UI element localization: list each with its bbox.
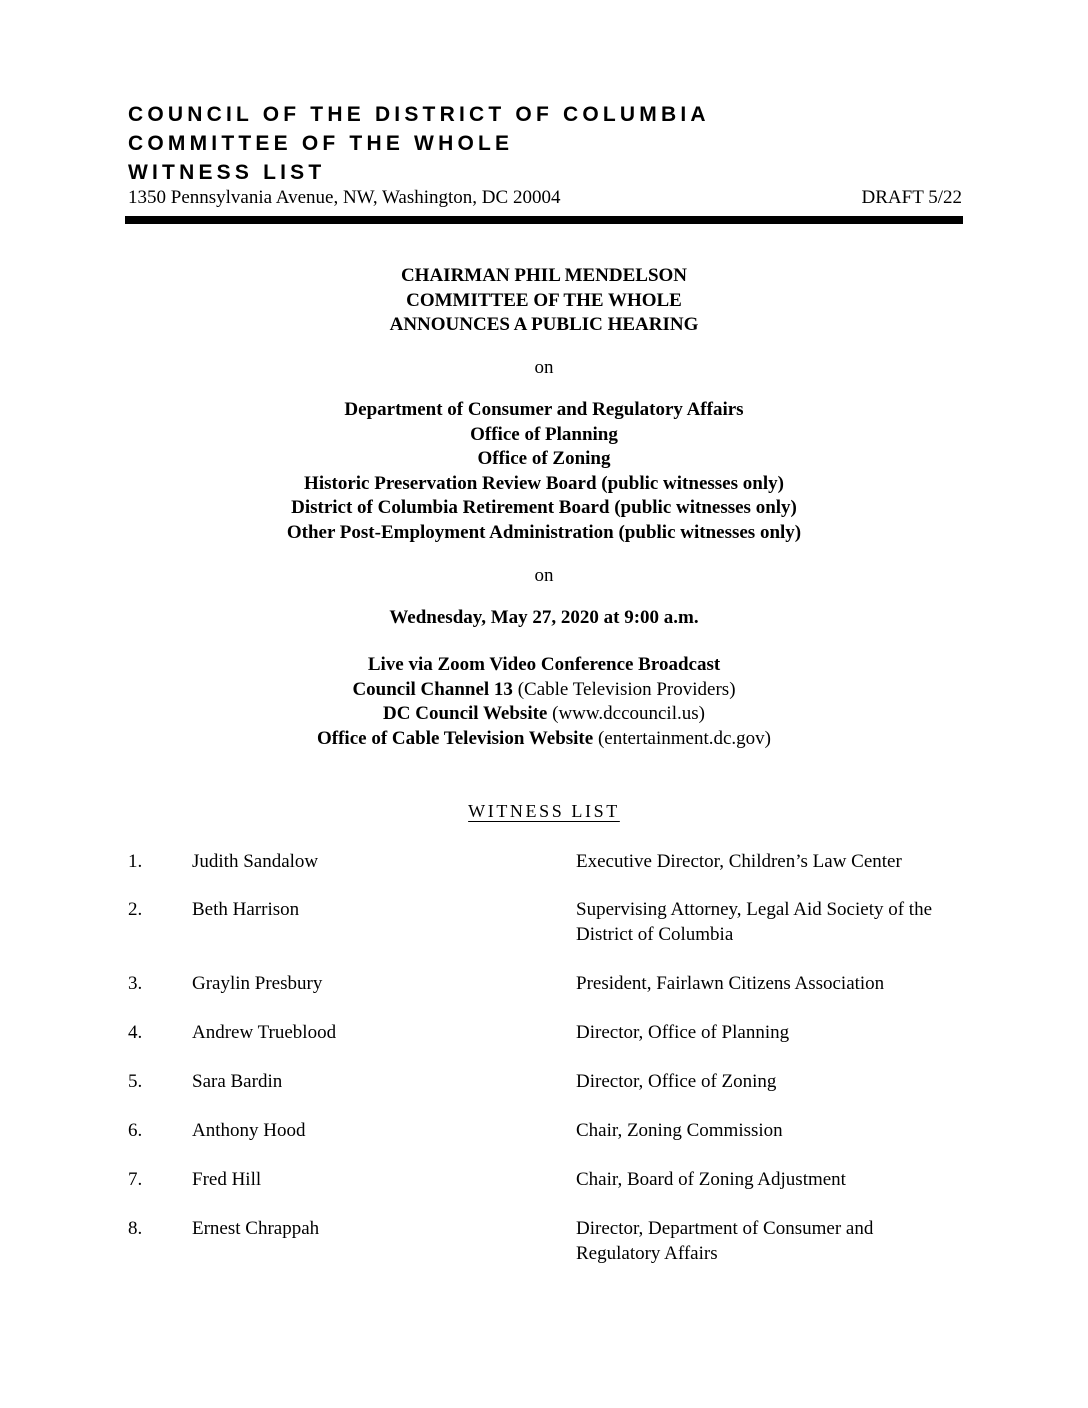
witness-list-title-text: WITNESS LIST	[468, 801, 620, 821]
witness-number: 2.	[128, 899, 143, 920]
witness-name: Sara Bardin	[192, 1071, 283, 1092]
website-label: DC Council Website	[383, 703, 548, 724]
hearing-date: Wednesday, May 27, 2020 at 9:00 a.m.	[389, 607, 699, 628]
broadcast-website-line	[0, 702, 1088, 727]
header-divider	[125, 216, 963, 224]
chairman-line: CHAIRMAN PHIL MENDELSON	[400, 265, 688, 286]
on-text-1: on	[534, 357, 554, 378]
broadcast-channel-line	[0, 678, 1088, 703]
agency-line: Office of Planning	[470, 423, 618, 445]
witness-title: Chair, Zoning Commission	[576, 1120, 783, 1141]
witness-name: Fred Hill	[192, 1169, 262, 1190]
council-heading: COUNCIL OF THE DISTRICT OF COLUMBIA	[128, 103, 710, 126]
witness-number: 7.	[128, 1169, 143, 1190]
channel-detail: (Cable Television Providers)	[512, 678, 736, 700]
witness-name: Anthony Hood	[192, 1120, 306, 1141]
witness-name: Beth Harrison	[192, 899, 300, 920]
council-address: 1350 Pennsylvania Avenue, NW, Washington, DC 20004	[128, 187, 561, 208]
witness-title: Chair, Board of Zoning Adjustment	[576, 1169, 846, 1190]
witness-title: Executive Director, Children’s Law Center	[576, 851, 902, 872]
announcement-block	[0, 264, 1088, 338]
witness-number: 6.	[128, 1120, 143, 1141]
agency-line: Other Post-Employment Administration (public witnesses only)	[286, 521, 802, 543]
witness-name: Judith Sandalow	[192, 851, 319, 872]
draft-label: DRAFT 5/22	[861, 187, 962, 208]
broadcast-live-line: Live via Zoom Video Conference Broadcast	[367, 654, 721, 675]
committee-line: COMMITTEE OF THE WHOLE	[406, 289, 682, 311]
broadcast-block	[0, 653, 1088, 751]
witness-title: Director, Office of Zoning	[576, 1071, 777, 1092]
witness-name: Graylin Presbury	[192, 973, 323, 994]
witness-title: Director, Department of Consumer and Regulatory Affairs	[576, 1218, 874, 1264]
witness-title: Supervising Attorney, Legal Aid Society of the District of Columbia	[576, 899, 933, 945]
website-detail: (www.dccouncil.us)	[547, 703, 705, 724]
witness-title: Director, Office of Planning	[576, 1022, 790, 1043]
witness-number: 4.	[128, 1022, 143, 1043]
witness-list-heading: WITNESS LIST	[128, 161, 326, 184]
witness-number: 5.	[128, 1071, 143, 1092]
witness-number: 8.	[128, 1218, 143, 1239]
oct-detail: (entertainment.dc.gov)	[593, 727, 771, 749]
agency-line: Office of Zoning	[477, 448, 611, 469]
on-text-2: on	[534, 565, 554, 586]
agency-line: Historic Preservation Review Board (public witnesses only)	[304, 472, 784, 494]
witness-list-title	[0, 800, 1088, 822]
oct-label: Office of Cable Television Website	[317, 727, 594, 749]
witness-number: 1.	[128, 851, 143, 872]
committee-heading: COMMITTEE OF THE WHOLE	[128, 132, 514, 155]
witness-name: Ernest Chrappah	[192, 1218, 320, 1239]
witness-name: Andrew Trueblood	[192, 1022, 337, 1043]
announces-line: ANNOUNCES A PUBLIC HEARING	[389, 314, 699, 335]
witness-title: President, Fairlawn Citizens Association	[576, 973, 885, 994]
channel-label: Council Channel 13	[352, 678, 513, 700]
witness-number: 3.	[128, 973, 143, 994]
broadcast-oct-line	[0, 727, 1088, 752]
agency-line: Department of Consumer and Regulatory Affairs	[344, 399, 744, 420]
agency-list	[0, 398, 1088, 545]
agency-line: District of Columbia Retirement Board (public witnesses only)	[291, 497, 797, 518]
